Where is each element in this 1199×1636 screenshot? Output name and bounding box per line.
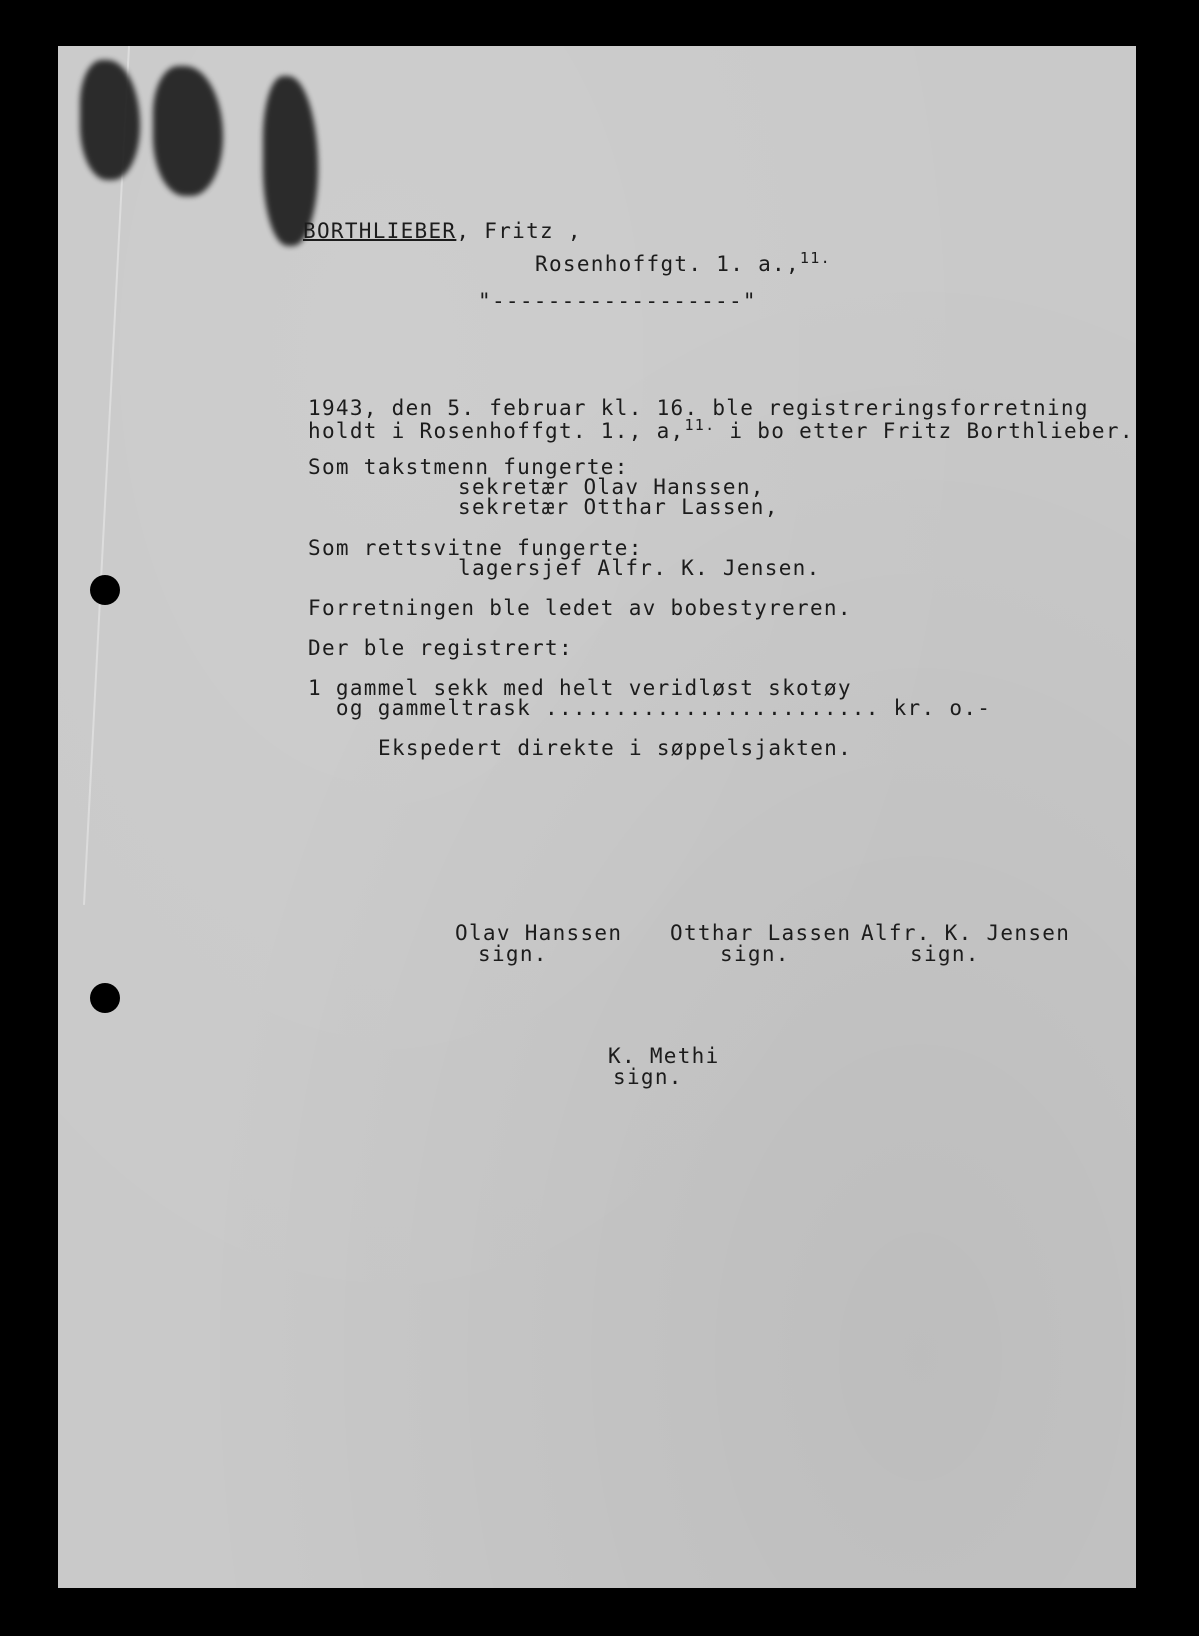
led-by: Forretningen ble ledet av bobestyreren. bbox=[308, 596, 852, 620]
signature-3-note: sign. bbox=[910, 942, 980, 966]
final-signature-name: K. Methi bbox=[608, 1044, 720, 1068]
signature-2-note: sign. bbox=[720, 942, 790, 966]
signature-1-note: sign. bbox=[478, 942, 548, 966]
appraiser-2: sekretær Otthar Lassen, bbox=[458, 495, 779, 519]
final-signature-note: sign. bbox=[613, 1065, 683, 1089]
given-name: , Fritz , bbox=[456, 219, 582, 243]
punch-hole bbox=[90, 575, 120, 605]
document-heading bbox=[303, 221, 582, 242]
body-line-2 bbox=[308, 418, 1134, 442]
address-floor: 11. bbox=[799, 249, 831, 267]
ink-stain bbox=[153, 66, 223, 196]
item-line-1: 1 gammel sekk med helt veridløst skotøy bbox=[308, 676, 852, 700]
appraiser-1: sekretær Olav Hanssen, bbox=[458, 475, 765, 499]
disposition: Ekspedert direkte i søppelsjakten. bbox=[378, 736, 853, 760]
address: Rosenhoffgt. 1. a., bbox=[535, 252, 800, 276]
address-line bbox=[535, 251, 831, 275]
signature-1-name: Olav Hanssen bbox=[455, 921, 623, 945]
body-line-1: 1943, den 5. februar kl. 16. ble registreringsforretning bbox=[308, 396, 1089, 420]
item-line-2: og gammeltrask ........................ kr. o.- bbox=[308, 696, 992, 720]
signature-2-name: Otthar Lassen bbox=[670, 921, 852, 945]
witness-intro: Som rettsvitne fungerte: bbox=[308, 536, 643, 560]
appraisers-intro: Som takstmenn fungerte: bbox=[308, 455, 629, 479]
signature-3-name: Alfr. K. Jensen bbox=[861, 921, 1071, 945]
body-line-2-a: holdt i Rosenhoffgt. 1., a, bbox=[308, 419, 685, 443]
header-divider: "------------------" bbox=[478, 289, 757, 313]
surname: BORTHLIEBER bbox=[303, 219, 457, 243]
ink-stain bbox=[80, 60, 140, 180]
punch-hole bbox=[90, 983, 120, 1013]
body-line-2-b: i bo etter Fritz Borthlieber. bbox=[715, 419, 1134, 443]
witness: lagersjef Alfr. K. Jensen. bbox=[458, 556, 821, 580]
document-page bbox=[58, 46, 1136, 1588]
registered-intro: Der ble registrert: bbox=[308, 636, 573, 660]
body-line-2-floor: 11. bbox=[684, 416, 716, 434]
